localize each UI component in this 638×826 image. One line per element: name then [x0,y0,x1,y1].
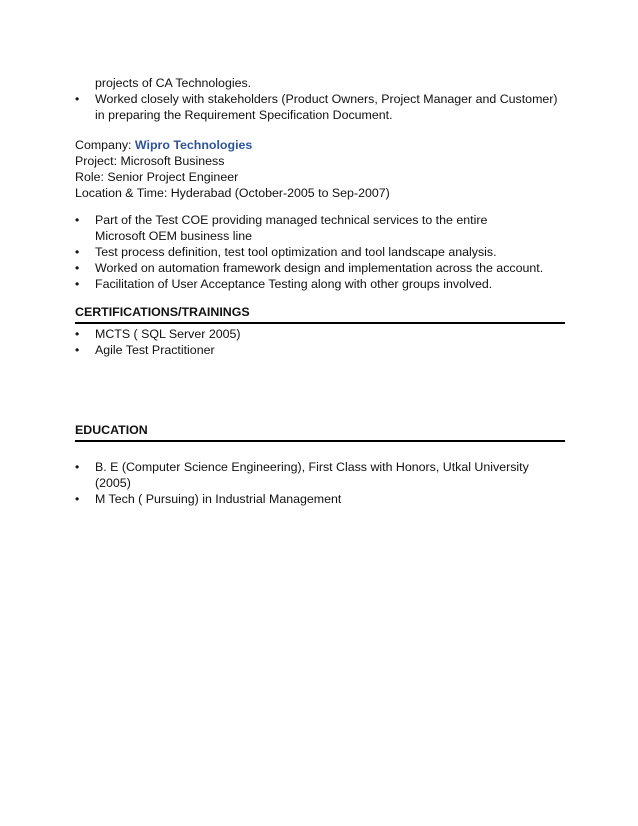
list-item-text: M Tech ( Pursuing) in Industrial Management [95,492,342,506]
list-item [75,212,525,244]
project-line: Project: Microsoft Business [75,154,225,168]
role-line: Role: Senior Project Engineer [75,170,239,184]
list-item-text: MCTS ( SQL Server 2005) [95,327,241,341]
certifications-heading: CERTIFICATIONS/TRAININGS [75,304,565,324]
wipro-job-bullets-section [75,212,565,292]
company-name: Wipro Technologies [134,138,253,152]
list-item [75,342,565,358]
company-line [75,137,565,153]
certifications-list [75,326,565,358]
list-item [75,491,565,507]
list-item-text: Test process definition, test tool optimization and tool landscape analysis. [95,245,497,259]
list-item-text: Facilitation of User Acceptance Testing along with other groups involved. [95,277,493,291]
list-item-text: Worked on automation framework design and implementation across the account. [95,261,544,275]
list-item [75,459,565,491]
list-item-text: Worked closely with stakeholders (Product Owners, Project Manager and Customer) in preparing the Requirement Specification Document. [95,92,558,122]
list-item [75,91,565,123]
wipro-job-bullets [75,212,565,292]
education-list [75,459,565,507]
list-item [75,276,565,292]
education-heading: EDUCATION [75,422,565,442]
list-item [75,244,565,260]
list-item-text: Agile Test Practitioner [95,343,215,357]
wipro-job-section [75,137,565,201]
continuation-line: projects of CA Technologies. [95,76,252,90]
list-item [75,260,565,276]
previous-job-section [75,75,565,123]
list-item-text: B. E (Computer Science Engineering), First Class with Honors, Utkal University (2005) [95,460,529,490]
list-item [75,326,565,342]
company-label: Company: [75,138,135,152]
location-time-line: Location & Time: Hyderabad (October-2005 to Sep-2007) [75,186,390,200]
previous-job-bullets [75,91,565,123]
education-section [75,422,565,507]
certifications-section [75,304,565,358]
list-item-text: Part of the Test COE providing managed technical services to the entire Microsoft OEM business line [95,213,488,243]
